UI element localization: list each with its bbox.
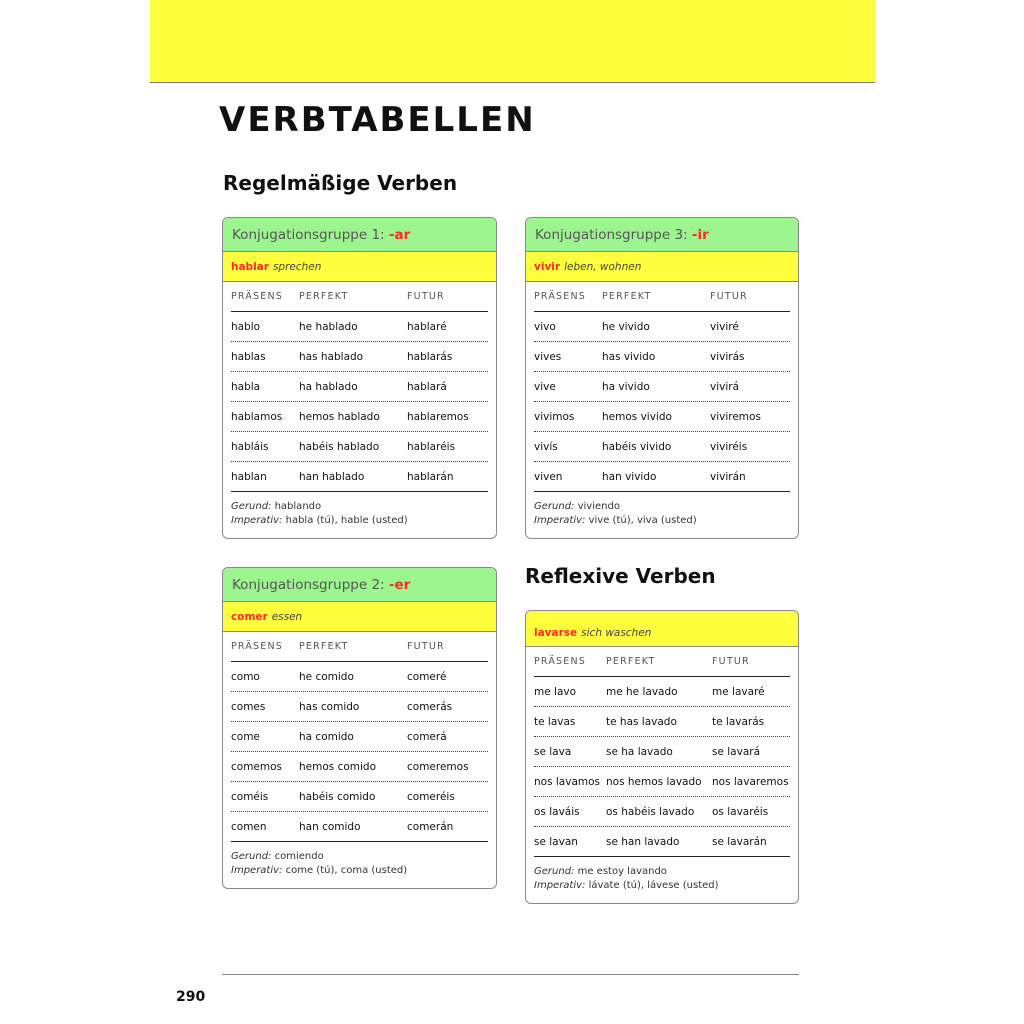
praesens-cell: comes bbox=[231, 700, 266, 713]
conjugation-table bbox=[526, 647, 798, 903]
praesens-cell: coméis bbox=[231, 790, 269, 803]
perfekt-cell: habéis comido bbox=[299, 790, 376, 803]
section-title-reflexive: Reflexive Verben bbox=[525, 564, 716, 588]
praesens-cell: viven bbox=[534, 470, 563, 483]
praesens-cell: se lavan bbox=[534, 835, 578, 848]
table-rows bbox=[534, 677, 790, 857]
futur-cell: comeréis bbox=[407, 790, 455, 803]
conjugation-table bbox=[526, 282, 798, 538]
conjugation-card-group2 bbox=[222, 567, 497, 889]
card-notes bbox=[231, 842, 488, 888]
column-header-futur: FUTUR bbox=[407, 641, 445, 652]
card-header bbox=[526, 218, 798, 252]
card-notes bbox=[534, 857, 790, 903]
table-row bbox=[231, 342, 488, 372]
imperative-value: vive (tú), viva (usted) bbox=[588, 515, 697, 526]
gerund-note bbox=[231, 500, 488, 514]
perfekt-cell: hemos hablado bbox=[299, 410, 380, 423]
perfekt-cell: hemos comido bbox=[299, 760, 377, 773]
praesens-cell: vivís bbox=[534, 440, 558, 453]
perfekt-cell: habéis hablado bbox=[299, 440, 380, 453]
table-row bbox=[231, 402, 488, 432]
imperative-note bbox=[534, 514, 790, 528]
imperative-value: habla (tú), hable (usted) bbox=[285, 515, 408, 526]
perfekt-cell: se ha lavado bbox=[606, 745, 673, 758]
section-title-regular: Regelmäßige Verben bbox=[223, 171, 458, 195]
futur-cell: hablaré bbox=[407, 320, 447, 333]
gerund-value: me estoy lavando bbox=[577, 866, 667, 877]
praesens-cell: vive bbox=[534, 380, 556, 393]
table-row bbox=[534, 402, 790, 432]
verb-line bbox=[223, 602, 496, 632]
column-headers bbox=[231, 282, 488, 312]
verb-ending: -ar bbox=[388, 227, 411, 243]
praesens-cell: comemos bbox=[231, 760, 283, 773]
futur-cell: viviremos bbox=[710, 410, 761, 423]
futur-cell: hablarás bbox=[407, 350, 453, 363]
futur-cell: comerás bbox=[407, 700, 453, 713]
perfekt-cell: ha vivido bbox=[602, 380, 650, 393]
gerund-value: comiendo bbox=[274, 851, 324, 862]
card-header-label: Konjugationsgruppe 1: bbox=[232, 227, 389, 243]
column-headers bbox=[534, 282, 790, 312]
perfekt-cell: te has lavado bbox=[606, 715, 677, 728]
table-rows bbox=[231, 662, 488, 842]
perfekt-cell: he vivido bbox=[602, 320, 650, 333]
gerund-note bbox=[231, 850, 488, 864]
futur-cell: comeremos bbox=[407, 760, 469, 773]
table-row bbox=[231, 692, 488, 722]
card-header-label: Konjugationsgruppe 3: bbox=[535, 227, 692, 243]
praesens-cell: vives bbox=[534, 350, 562, 363]
gerund-label: Gerund: bbox=[534, 866, 575, 877]
futur-cell: hablará bbox=[407, 380, 447, 393]
conjugation-card-group1 bbox=[222, 217, 497, 539]
column-header-perfekt: PERFEKT bbox=[299, 291, 349, 302]
column-header-futur: FUTUR bbox=[710, 291, 748, 302]
meaning: sprechen bbox=[272, 261, 322, 273]
gerund-label: Gerund: bbox=[231, 851, 272, 862]
praesens-cell: hablo bbox=[231, 320, 261, 333]
conjugation-card-group3 bbox=[525, 217, 799, 539]
perfekt-cell: nos hemos lavado bbox=[606, 775, 702, 788]
card-header bbox=[223, 568, 496, 602]
imperative-note bbox=[534, 879, 790, 893]
futur-cell: viviré bbox=[710, 320, 739, 333]
column-header-praesens: PRÄSENS bbox=[231, 641, 284, 652]
card-header bbox=[223, 218, 496, 252]
column-headers bbox=[534, 647, 790, 677]
table-row bbox=[534, 432, 790, 462]
futur-cell: os lavaréis bbox=[712, 805, 769, 818]
perfekt-cell: hemos vivido bbox=[602, 410, 672, 423]
meaning: leben, wohnen bbox=[564, 261, 642, 273]
perfekt-cell: han vivido bbox=[602, 470, 657, 483]
praesens-cell: nos lavamos bbox=[534, 775, 601, 788]
praesens-cell: come bbox=[231, 730, 260, 743]
meaning: essen bbox=[271, 611, 303, 623]
verb-line bbox=[526, 252, 798, 282]
futur-cell: hablaremos bbox=[407, 410, 469, 423]
table-row bbox=[534, 677, 790, 707]
perfekt-cell: has hablado bbox=[299, 350, 364, 363]
praesens-cell: me lavo bbox=[534, 685, 577, 698]
perfekt-cell: he comido bbox=[299, 670, 354, 683]
futur-cell: nos lavaremos bbox=[712, 775, 789, 788]
column-header-futur: FUTUR bbox=[712, 656, 750, 667]
imperative-value: lávate (tú), lávese (usted) bbox=[588, 880, 719, 891]
infinitive: vivir bbox=[534, 261, 561, 273]
praesens-cell: vivo bbox=[534, 320, 556, 333]
futur-cell: comerá bbox=[407, 730, 447, 743]
page-title: VERBTABELLEN bbox=[219, 100, 536, 140]
reflexive-verb-card bbox=[525, 610, 799, 904]
perfekt-cell: me he lavado bbox=[606, 685, 678, 698]
table-row bbox=[534, 462, 790, 492]
imperative-value: come (tú), coma (usted) bbox=[285, 865, 408, 876]
gerund-label: Gerund: bbox=[534, 501, 575, 512]
card-header-label: Konjugationsgruppe 2: bbox=[232, 577, 389, 593]
perfekt-cell: se han lavado bbox=[606, 835, 680, 848]
column-header-perfekt: PERFEKT bbox=[299, 641, 349, 652]
imperative-label: Imperativ: bbox=[231, 865, 283, 876]
praesens-cell: vivimos bbox=[534, 410, 575, 423]
table-rows bbox=[231, 312, 488, 492]
futur-cell: vivirán bbox=[710, 470, 746, 483]
imperative-note bbox=[231, 514, 488, 528]
praesens-cell: como bbox=[231, 670, 260, 683]
table-row bbox=[534, 707, 790, 737]
table-row bbox=[534, 372, 790, 402]
table-row bbox=[231, 722, 488, 752]
column-header-praesens: PRÄSENS bbox=[534, 291, 587, 302]
verb-ending: -er bbox=[388, 577, 411, 593]
gerund-label: Gerund: bbox=[231, 501, 272, 512]
perfekt-cell: han hablado bbox=[299, 470, 365, 483]
praesens-cell: te lavas bbox=[534, 715, 576, 728]
table-row bbox=[231, 782, 488, 812]
infinitive: hablar bbox=[231, 261, 269, 273]
perfekt-cell: has vivido bbox=[602, 350, 656, 363]
meaning: sich waschen bbox=[581, 627, 652, 639]
perfekt-cell: he hablado bbox=[299, 320, 358, 333]
perfekt-cell: ha comido bbox=[299, 730, 354, 743]
column-header-futur: FUTUR bbox=[407, 291, 445, 302]
praesens-cell: habla bbox=[231, 380, 261, 393]
futur-cell: vivirá bbox=[710, 380, 740, 393]
header-bar bbox=[150, 0, 875, 83]
praesens-cell: hablamos bbox=[231, 410, 283, 423]
column-headers bbox=[231, 632, 488, 662]
gerund-note bbox=[534, 865, 790, 879]
praesens-cell: comen bbox=[231, 820, 267, 833]
table-row bbox=[534, 827, 790, 857]
imperative-label: Imperativ: bbox=[534, 515, 586, 526]
futur-cell: vivirás bbox=[710, 350, 745, 363]
page-number: 290 bbox=[176, 989, 206, 1005]
gerund-value: viviendo bbox=[577, 501, 620, 512]
perfekt-cell: ha hablado bbox=[299, 380, 358, 393]
column-header-praesens: PRÄSENS bbox=[231, 291, 284, 302]
table-row bbox=[231, 432, 488, 462]
imperative-label: Imperativ: bbox=[534, 880, 586, 891]
column-header-perfekt: PERFEKT bbox=[606, 656, 656, 667]
imperative-label: Imperativ: bbox=[231, 515, 283, 526]
conjugation-table bbox=[223, 632, 496, 888]
futur-cell: te lavarás bbox=[712, 715, 765, 728]
verb-line bbox=[526, 611, 798, 647]
column-header-praesens: PRÄSENS bbox=[534, 656, 587, 667]
table-row bbox=[231, 662, 488, 692]
table-row bbox=[534, 342, 790, 372]
futur-cell: se lavará bbox=[712, 745, 761, 758]
verb-line bbox=[223, 252, 496, 282]
table-row bbox=[534, 312, 790, 342]
praesens-cell: os laváis bbox=[534, 805, 580, 818]
table-row bbox=[231, 462, 488, 492]
praesens-cell: hablan bbox=[231, 470, 267, 483]
infinitive: comer bbox=[231, 611, 268, 623]
praesens-cell: se lava bbox=[534, 745, 572, 758]
perfekt-cell: os habéis lavado bbox=[606, 805, 695, 818]
verb-ending: -ir bbox=[691, 227, 709, 243]
perfekt-cell: has comido bbox=[299, 700, 360, 713]
gerund-note bbox=[534, 500, 790, 514]
table-row bbox=[231, 312, 488, 342]
futur-cell: hablaréis bbox=[407, 440, 456, 453]
futur-cell: viviréis bbox=[710, 440, 748, 453]
futur-cell: hablarán bbox=[407, 470, 454, 483]
infinitive: lavarse bbox=[534, 627, 578, 639]
table-row bbox=[534, 797, 790, 827]
futur-cell: comerán bbox=[407, 820, 454, 833]
perfekt-cell: han comido bbox=[299, 820, 361, 833]
perfekt-cell: habéis vivido bbox=[602, 440, 672, 453]
futur-cell: me lavaré bbox=[712, 685, 765, 698]
table-rows bbox=[534, 312, 790, 492]
table-row bbox=[231, 812, 488, 842]
table-row bbox=[231, 752, 488, 782]
praesens-cell: habláis bbox=[231, 440, 269, 453]
footer-rule bbox=[222, 974, 799, 975]
column-header-perfekt: PERFEKT bbox=[602, 291, 652, 302]
table-row bbox=[534, 767, 790, 797]
praesens-cell: hablas bbox=[231, 350, 266, 363]
table-row bbox=[534, 737, 790, 767]
conjugation-table bbox=[223, 282, 496, 538]
table-row bbox=[231, 372, 488, 402]
futur-cell: comeré bbox=[407, 670, 447, 683]
card-notes bbox=[231, 492, 488, 538]
gerund-value: hablando bbox=[274, 501, 322, 512]
card-notes bbox=[534, 492, 790, 538]
imperative-note bbox=[231, 864, 488, 878]
futur-cell: se lavarán bbox=[712, 835, 767, 848]
